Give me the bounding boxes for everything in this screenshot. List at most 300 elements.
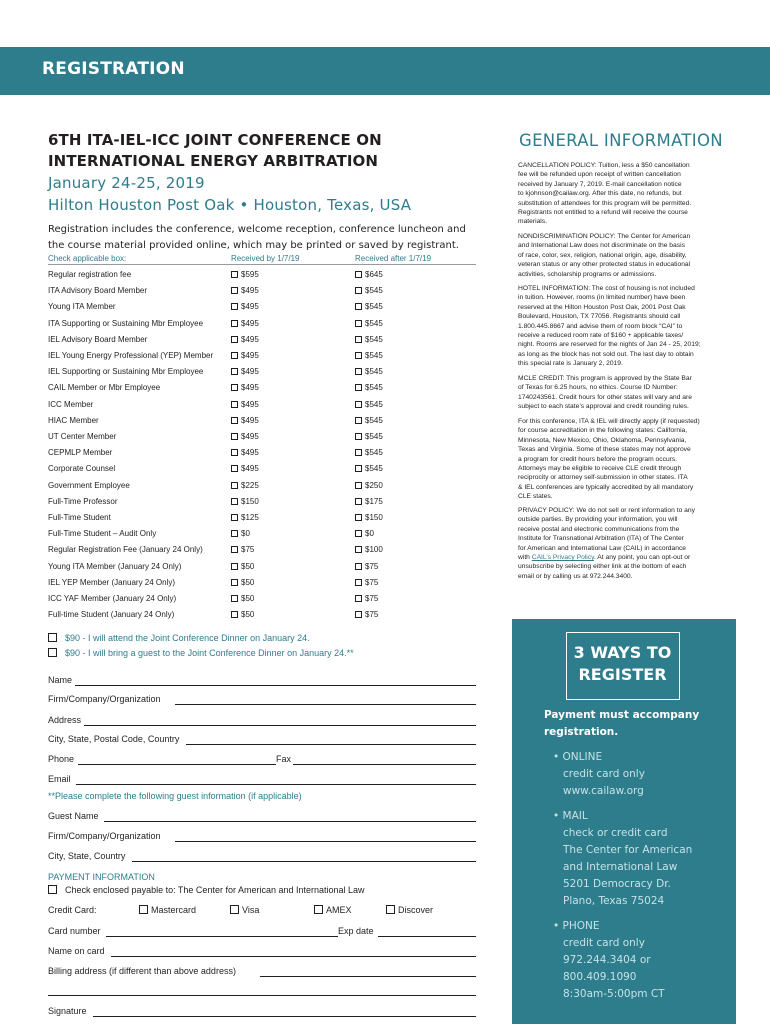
fee-after-amount: $545 [365,334,383,344]
fee-before-option[interactable] [231,316,259,332]
fee-after-amount: $545 [365,464,383,474]
fee-after-amount: $75 [365,610,379,620]
fee-after-checkbox[interactable] [355,514,362,521]
fee-after-amount: $545 [365,399,383,409]
fee-label: ITA Supporting or Sustaining Mbr Employee [48,318,204,328]
phone-line2: 972.244.3404 or [563,954,651,966]
phone-field[interactable] [78,764,276,765]
hotel-line: 1.800.445.8667 and advise them of room block “CAI” to [518,322,683,330]
fee-before-amount: $495 [241,367,259,377]
fee-before-option[interactable] [231,461,259,477]
fee-row [48,559,476,575]
fee-before-amount: $495 [241,334,259,344]
email-label: Email [48,774,71,784]
nondiscrimination-line: of race, color, sex, religion, national origin, age, disability, [518,251,687,259]
fee-before-option[interactable] [231,429,259,445]
fee-row [48,397,476,413]
fee-before-amount: $495 [241,399,259,409]
cancellation-line: Registrants not entitled to a refund will receive the course [518,209,688,217]
amex-label: AMEX [326,905,352,915]
fee-after-amount: $0 [365,529,374,539]
fee-before-amount: $50 [241,561,255,571]
accreditation-line: For this conference, ITA & IEL will directly apply (if requested) [518,418,700,425]
fee-row [48,461,476,477]
billing-label: Billing address (if different than above address) [48,966,236,976]
fee-after-checkbox[interactable] [355,465,362,472]
fee-after-checkbox[interactable] [355,303,362,310]
privacy-lines [518,506,731,553]
fee-before-checkbox[interactable] [231,611,238,618]
name-field[interactable] [75,685,476,686]
fee-after-amount: $545 [365,448,383,458]
fee-before-option[interactable] [231,542,254,558]
phone-label: Phone [48,754,75,764]
privacy-line: PRIVACY POLICY: We do not sell or rent information to any [518,507,695,514]
fee-before-amount: $50 [241,610,255,620]
fee-after-option[interactable] [355,316,383,332]
fee-after-checkbox[interactable] [355,287,362,294]
fee-after-checkbox[interactable] [355,336,362,343]
fee-label: ICC YAF Member (January 24 Only) [48,594,177,603]
fee-after-amount: $545 [365,383,383,393]
accreditation-line: a program for credit hours before the program occurs. [518,455,678,463]
phone-line1: credit card only [563,937,645,949]
fee-before-amount: $0 [241,529,250,539]
fee-before-option[interactable] [231,364,259,380]
fee-before-checkbox[interactable] [231,352,238,359]
mcle-line: of Texas for 6.25 hours, no ethics. Course ID Number: [518,384,678,392]
mail-line3: and International Law [563,861,678,873]
mcle-line: 1740243561. Credit hours for other states will vary and are [518,393,692,401]
fee-before-option[interactable] [231,478,259,494]
mastercard-label: Mastercard [151,905,197,915]
fee-after-checkbox[interactable] [355,563,362,570]
fee-after-option[interactable] [355,413,383,429]
guest-city-label: City, State, Country [48,851,126,861]
fee-after-option[interactable] [355,283,383,299]
fee-row [48,429,476,445]
dinner-1-label: $90 - I will attend the Joint Conference Dinner on January 24. [65,633,310,643]
fee-after-amount: $75 [365,577,379,587]
check-option[interactable] [48,885,365,895]
fee-before-option[interactable] [231,267,259,283]
fee-before-option[interactable] [231,575,254,591]
fee-before-checkbox[interactable] [231,287,238,294]
dinner-option-2[interactable] [48,648,354,658]
fee-before-option[interactable] [231,591,254,607]
phone-heading: • PHONE [553,920,600,932]
amex-option[interactable] [314,905,352,915]
mail-line2: The Center for American [563,844,693,856]
fee-after-checkbox[interactable] [355,579,362,586]
ways-title-line1: 3 WAYS TO [573,643,672,662]
accreditation-info [518,417,731,502]
fee-before-amount: $225 [241,480,259,490]
privacy-line: email or by calling us at 972.244.3400. [518,572,633,580]
fee-after-option[interactable] [355,526,374,542]
hotel-line: HOTEL INFORMATION: The cost of housing is not included [518,285,695,292]
city-field[interactable] [186,744,476,745]
hotel-line: reserved at the Hilton Houston Post Oak, 2001 Post Oak [518,303,686,311]
fee-row [48,445,476,461]
fee-before-checkbox[interactable] [231,498,238,505]
fee-before-amount: $495 [241,318,259,328]
name-on-card-field[interactable] [111,956,476,957]
check-checkbox[interactable] [48,885,57,894]
fax-field[interactable] [293,764,476,765]
fee-before-option[interactable] [231,299,259,315]
nondiscrimination-policy [518,232,731,279]
billing-field[interactable] [260,976,476,977]
guest-firm-label: Firm/Company/Organization [48,831,161,841]
credit-card-label: Credit Card: [48,905,97,915]
card-number-label: Card number [48,926,101,936]
fee-header-after: Received after 1/7/19 [355,254,432,263]
fee-label: Regular registration fee [48,270,132,279]
fee-row [48,380,476,396]
signature-field[interactable] [93,1016,476,1017]
exp-date-field[interactable] [378,936,476,937]
mail-line1: check or credit card [563,827,668,839]
fee-before-option[interactable] [231,332,259,348]
accreditation-line: Texas and Virginia. Some of these states may not approve [518,446,691,454]
discover-label: Discover [398,905,434,915]
fee-before-amount: $495 [241,351,259,360]
fee-before-amount: $495 [241,302,259,312]
fee-label: CAIL Member or Mbr Employee [48,383,161,393]
fee-after-option[interactable] [355,380,383,396]
fee-before-checkbox[interactable] [231,465,238,472]
address-label: Address [48,715,82,725]
mcle-line: subject to each state’s approval and credit rounding rules. [518,403,689,411]
fee-before-option[interactable] [231,348,259,364]
fee-before-amount: $495 [241,383,259,393]
fee-label: Full-Time Professor [48,496,118,506]
firm-field[interactable] [175,704,476,705]
fee-after-option[interactable] [355,542,383,558]
visa-option[interactable] [230,905,259,915]
fee-row [48,283,476,299]
fee-after-checkbox[interactable] [355,482,362,489]
dinner-option-1[interactable] [48,633,310,643]
fee-before-amount: $495 [241,432,259,441]
fee-label: Corporate Counsel [48,464,116,474]
fee-after-option[interactable] [355,429,383,445]
fee-label: Full-Time Student [48,513,111,522]
hotel-line: night. Rooms are reserved for the nights of Jan 24 - 25, 2019; [518,341,701,349]
ways-title-box [566,632,680,700]
payment-note-line2: registration. [544,726,619,738]
fee-after-amount: $250 [365,480,383,490]
fee-before-option[interactable] [231,559,254,575]
privacy-after-link: . At any point, you can opt-out or [593,554,691,562]
fee-before-amount: $75 [241,545,255,555]
fee-after-option[interactable] [355,591,378,607]
hotel-line: Boulevard, Houston, TX 77056. Registrants should call [518,313,681,321]
discover-checkbox[interactable] [386,905,395,914]
conference-dates: January 24-25, 2019 [48,174,205,192]
fee-after-option[interactable] [355,478,383,494]
fee-row [48,348,476,364]
fee-row [48,478,476,494]
banner-title: REGISTRATION [42,59,185,79]
fee-after-amount: $545 [365,367,383,377]
fee-before-checkbox[interactable] [231,579,238,586]
fee-before-amount: $125 [241,513,259,522]
fee-after-option[interactable] [355,445,383,461]
accreditation-line: CLE states. [518,493,553,501]
address-field[interactable] [84,725,476,726]
cancellation-policy [518,161,731,227]
fee-row [48,364,476,380]
fee-row [48,316,476,332]
fee-after-amount: $545 [365,302,383,312]
fee-before-checkbox[interactable] [231,482,238,489]
fee-after-option[interactable] [355,397,383,413]
guest-firm-field[interactable] [175,841,476,842]
fee-before-option[interactable] [231,380,259,396]
privacy-link-line [518,553,731,562]
fee-after-amount: $645 [365,270,383,279]
fee-before-option[interactable] [231,397,259,413]
fee-after-checkbox[interactable] [355,449,362,456]
fee-after-amount: $545 [365,318,383,328]
fee-row [48,526,476,542]
fee-after-checkbox[interactable] [355,595,362,602]
fee-before-amount: $495 [241,448,259,458]
cancellation-line: fee will be refunded upon receipt of written cancellation [518,171,681,179]
fee-after-option[interactable] [355,348,383,364]
fee-after-amount: $545 [365,351,383,360]
fee-label: IEL Advisory Board Member [48,334,148,344]
privacy-lines-after [518,562,731,581]
online-url[interactable]: www.cailaw.org [563,785,644,797]
billing-field-line2[interactable] [48,995,476,996]
fee-label: Government Employee [48,480,130,490]
fee-after-checkbox[interactable] [355,401,362,408]
guest-note: **Please complete the following guest information (if applicable) [48,791,302,801]
fee-row [48,575,476,591]
fee-after-amount: $75 [365,594,379,603]
fee-before-checkbox[interactable] [231,514,238,521]
registration-banner [0,47,770,95]
conference-title-line1: 6TH ITA-IEL-ICC JOINT CONFERENCE ON [48,131,382,149]
fee-before-checkbox[interactable] [231,546,238,553]
fee-row [48,494,476,510]
privacy-line: for American and International Law (CAIL) in accordance [518,544,687,552]
fee-before-checkbox[interactable] [231,384,238,391]
fee-after-amount: $175 [365,496,383,506]
fee-label: Regular Registration Fee (January 24 Only) [48,545,203,555]
fee-before-amount: $150 [241,496,259,506]
fee-before-checkbox[interactable] [231,417,238,424]
card-number-field[interactable] [106,936,338,937]
nondiscrimination-line: activities, scholarship programs or admissions. [518,270,657,278]
fee-header-check: Check applicable box: [48,254,127,263]
fee-label: UT Center Member [48,432,117,441]
fee-row [48,591,476,607]
accreditation-line: reciprocity or attorney self-submission in other states. ITA [518,474,688,482]
fee-after-checkbox[interactable] [355,546,362,553]
online-heading: • ONLINE [553,751,603,763]
fee-after-option[interactable] [355,267,383,283]
cancellation-line: received by January 7, 2019. E-mail cancellation notice [518,180,682,188]
fee-row [48,332,476,348]
nondiscrimination-line: veteran status or any other protected status in educational [518,261,691,269]
fee-label: Young ITA Member (January 24 Only) [48,561,182,571]
fee-before-option[interactable] [231,607,254,623]
fee-row [48,413,476,429]
fee-after-checkbox[interactable] [355,417,362,424]
fee-before-option[interactable] [231,413,259,429]
guest-city-field[interactable] [132,861,476,862]
fee-after-amount: $545 [365,415,383,425]
intro-line: the course material provided online, which may be printed or saved by registrant. [48,240,459,251]
signature-label: Signature [48,1006,87,1016]
visa-checkbox[interactable] [230,905,239,914]
fee-before-option[interactable] [231,283,259,299]
fee-before-option[interactable] [231,494,259,510]
cancellation-line: substitution of attendees for this program will be permitted. [518,199,692,207]
firm-label: Firm/Company/Organization [48,694,161,704]
fee-after-option[interactable] [355,510,383,526]
email-field[interactable] [76,784,476,785]
fee-label: Full-time Student (January 24 Only) [48,610,175,620]
fee-after-checkbox[interactable] [355,433,362,440]
fee-after-checkbox[interactable] [355,530,362,537]
fee-after-amount: $100 [365,545,383,555]
privacy-line: unsubscribe by selecting either link at the bottom of each [518,563,687,571]
fee-label: Young ITA Member [48,302,116,312]
mastercard-option[interactable] [139,905,196,915]
hotel-line: as long as the block has not sold out. The last day to obtain [518,350,694,358]
fee-after-checkbox[interactable] [355,384,362,391]
dinner-2-label: $90 - I will bring a guest to the Joint Conference Dinner on January 24.** [65,648,354,658]
fee-after-option[interactable] [355,332,383,348]
fee-before-checkbox[interactable] [231,449,238,456]
nondiscrimination-line: NONDISCRIMINATION POLICY: The Center for American [518,233,691,240]
amex-checkbox[interactable] [314,905,323,914]
fee-before-option[interactable] [231,510,259,526]
fee-after-checkbox[interactable] [355,352,362,359]
fee-after-checkbox[interactable] [355,271,362,278]
name-label: Name [48,675,73,685]
phone-line4: 8:30am-5:00pm CT [563,988,665,1000]
fee-row [48,299,476,315]
fee-after-checkbox[interactable] [355,368,362,375]
city-label: City, State, Postal Code, Country [48,734,180,744]
discover-option[interactable] [386,905,433,915]
accreditation-line: for course accreditation in the following states: California, [518,427,688,435]
nondiscrimination-line: and International Law does not discriminate on the basis [518,242,685,250]
fee-label: CEPMLP Member [48,448,113,458]
fee-after-checkbox[interactable] [355,498,362,505]
name-on-card-label: Name on card [48,946,105,956]
fee-before-checkbox[interactable] [231,433,238,440]
fee-before-checkbox[interactable] [231,401,238,408]
ways-to-register-panel [512,619,736,1024]
cancellation-line: materials. [518,218,547,226]
fee-before-checkbox[interactable] [231,271,238,278]
cancellation-line: CANCELLATION POLICY: Tuition, less a $50 cancellation [518,162,690,169]
visa-label: Visa [242,905,260,915]
privacy-line: receive postal and electronic communications from the [518,525,680,533]
hotel-line: receive a reduced room rate of $160 + applicable taxes/ [518,332,684,340]
fee-after-amount: $75 [365,561,379,571]
fee-before-amount: $495 [241,464,259,474]
mail-heading: • MAIL [553,810,588,822]
fee-after-option[interactable] [355,299,383,315]
fee-before-checkbox[interactable] [231,303,238,310]
fee-after-checkbox[interactable] [355,611,362,618]
ways-title-line2: REGISTER [578,665,667,684]
fee-before-option[interactable] [231,445,259,461]
online-line1: credit card only [563,768,645,780]
fee-row [48,542,476,558]
privacy-policy-link[interactable]: CAIL’s Privacy Policy [531,554,594,562]
hotel-information [518,284,731,369]
fee-label: IEL Young Energy Professional (YEP) Member [48,351,214,360]
fee-before-checkbox[interactable] [231,530,238,537]
fee-after-option[interactable] [355,559,378,575]
fee-after-option[interactable] [355,575,378,591]
privacy-line: outside parties. By providing your information, you will [518,516,678,524]
general-info-title: GENERAL INFORMATION [519,131,723,150]
fee-before-checkbox[interactable] [231,595,238,602]
accreditation-line: Minnesota, New Mexico, Ohio, Oklahoma, Pennsylvania, [518,436,687,444]
fee-before-checkbox[interactable] [231,336,238,343]
check-label: Check enclosed payable to: The Center for American and International Law [65,885,365,895]
fee-before-option[interactable] [231,526,250,542]
conference-title-line2: INTERNATIONAL ENERGY ARBITRATION [48,152,379,170]
fee-before-checkbox[interactable] [231,320,238,327]
mail-line4: 5201 Democracy Dr. [563,878,671,890]
fee-after-option[interactable] [355,461,383,477]
conference-intro [48,222,476,254]
fee-row [48,607,476,623]
fee-before-checkbox[interactable] [231,368,238,375]
payment-note-line1: Payment must accompany [544,709,700,721]
fee-before-checkbox[interactable] [231,563,238,570]
fee-after-option[interactable] [355,607,378,623]
dinner-1-checkbox[interactable] [48,633,57,642]
fee-after-option[interactable] [355,494,383,510]
hotel-line: in tuition. However, rooms (in limited number) have been [518,294,686,302]
phone-line3: 800.409.1090 [563,971,637,983]
fee-after-option[interactable] [355,364,383,380]
privacy-with: with [518,554,532,562]
fax-label: Fax [276,754,292,764]
mcle-credit [518,374,731,412]
cancellation-line: to kjohnson@cailaw.org. After this date, no refunds, but [518,190,682,198]
accreditation-line: Attorneys may be eligible to receive CLE credit through [518,465,682,473]
accreditation-line: & IEL conferences are typically accredited by all mandatory [518,483,694,491]
hotel-line: this special rate is January 2, 2019. [518,360,623,368]
privacy-policy [518,506,731,581]
dinner-2-checkbox[interactable] [48,648,57,657]
fee-label: ITA Advisory Board Member [48,286,147,296]
mcle-line: MCLE CREDIT: This program is approved by the State Bar [518,375,692,382]
mastercard-checkbox[interactable] [139,905,148,914]
fee-before-amount: $50 [241,577,255,587]
mail-line5: Plano, Texas 75024 [563,895,665,907]
fee-after-checkbox[interactable] [355,320,362,327]
privacy-line: Institute for Transnational Arbitration (ITA) of The Center [518,535,684,543]
exp-date-label: Exp date [338,926,374,936]
fee-before-amount: $495 [241,415,259,425]
guest-name-field[interactable] [104,821,476,822]
registration-form-column [48,130,476,1024]
